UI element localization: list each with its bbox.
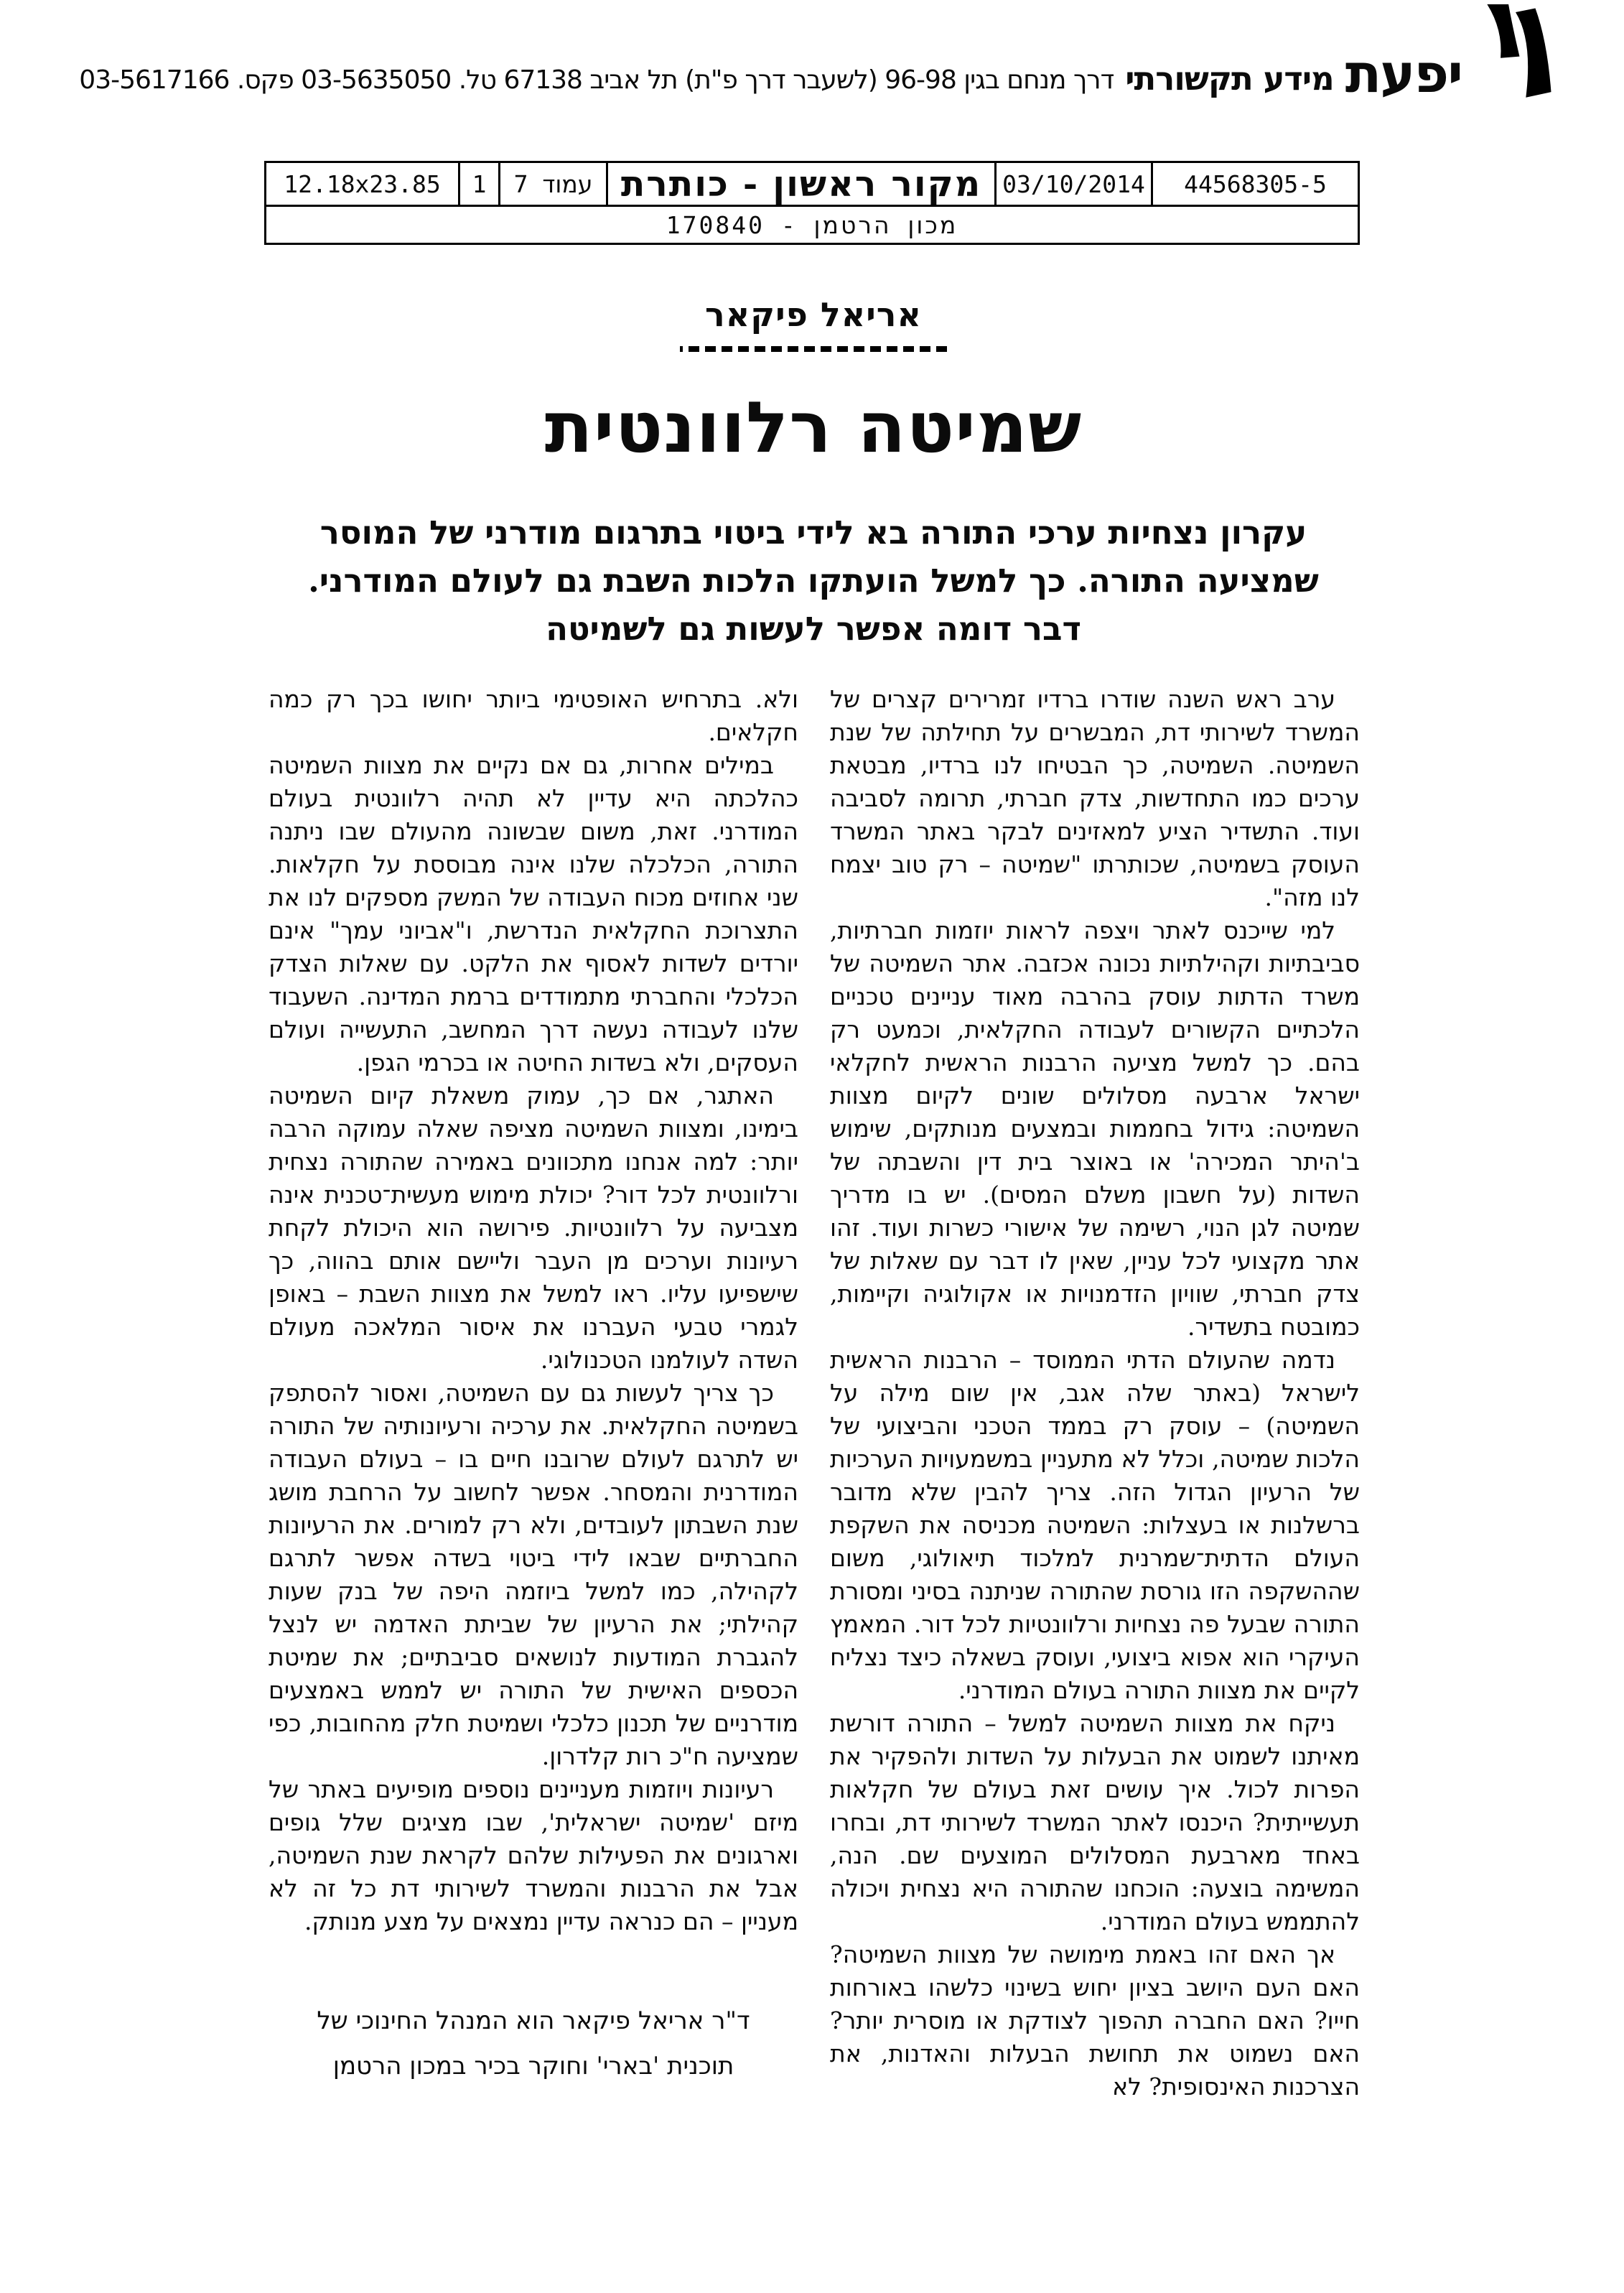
address-line: דרך מנחם בגין 96-98 (לשעבר דרך פ"ת) תל אביב 67138 טל. 03-5635050 פקס. 03-5617166: [79, 65, 1114, 95]
clip-date: 03/10/2014: [994, 163, 1151, 205]
article-title: שמיטה רלוונטית: [544, 386, 1083, 469]
masthead: [43, 4, 1558, 105]
body-paragraph: למי שייכנס לאתר ויצפה לראות יוזמות חברתיות, סביבתיות וקהילתיות נכונה אכזבה. אתר השמיטה של משרד הדתות עוסק בהרבה מאוד עניינים טכניים הלכתיים הקשורים לעבודה החקלאית, וכמעט רק בהם. כך למשל מציעה הרבנות הראשית לחקלאי ישראל ארבעה מסלולים שונים לקיום מצוות השמיטה: גידול בחממות ובמצעים מנותקים, שימוש ב'היתר המכירה' או באוצר בית דין והשבתה של השדות (על חשבון משלם המסים). יש בו מדריך שמיטה לגן הנוי, רשימה של אישורי כשרות ועוד. זהו אתר מקצועי לכל עניין, שאין לו דבר עם שאלות של צדק חברתי, שוויון הזדמנויות או אקולוגיה וקיימות, כמובטח בתשדיר.: [830, 916, 1360, 1341]
body-paragraph: אך האם זהו באמת מימושה של מצוות השמיטה? האם העם היושב בציון יחוש בשינוי כלשהו באורחות חייו? האם החברה תהפוך לצודקת או מוסרית יותר? האם נשמוט את תחושת הבעלות והאדנות, את הצרכנות האינסופית? לא: [830, 1940, 1360, 2101]
author-divider: [680, 346, 947, 352]
brand-name: יפעת: [1345, 42, 1462, 105]
column-left: [269, 683, 798, 2103]
body-paragraph: במילים אחרות, גם אם נקיים את מצוות השמיטה כהלכתה היא עדיין לא תהיה רלוונטית בעולם המודרני. זאת, משום שבשונה מהעולם שבו ניתנה התורה, הכלכלה שלנו אינה מבוססת על חקלאות. שני אחוזים מכוח העבודה של המשק מספקים לנו את התצרוכת החקלאית הנדרשת, ו"אביוני עמך" אינם יורדים לשדות לאסוף את הלקט. עם שאלות הצדק הכלכלי והחברתי מתמודדים ברמת המדינה. השעבוד שלנו לעבודה נעשה דרך המחשב, התעשייה ועולם העסקים, ולא בשדות החיטה או בכרמי הגפן.: [269, 751, 798, 1076]
body-paragraph: ניקח את מצוות השמיטה למשל – התורה דורשת מאיתנו לשמוט את הבעלות על השדות ולהפקיר את הפרות לכול. איך עושים זאת בעולם של חקלאות תעשייתית? היכנסו לאתר המשרד לשירותי דת, ובחרו באחד מארבעת המסלולים המוצעים שם. הנה, המשימה בוצעה: הוכחנו שהתורה היא נצחית ויכולה להתממש בעולם המודרני.: [830, 1709, 1360, 1935]
client-name: מכון הרטמן - 170840: [266, 205, 1358, 243]
body-paragraph: רעיונות ויוזמות מעניינים נוספים מופיעים באתר של מיזם 'שמיטה ישראלית', שבו מציגים שלל גופים וארגונים את הפעילות שלהם לקראת שנת השמיטה, אבל את הרבנות והמשרד לשירותי דת כל זה לא מעניין – הם כנראה עדיין נמצאים על מצע מנותק.: [269, 1775, 798, 1935]
body-paragraph: כך צריך לעשות גם עם השמיטה, ואסור להסתפק בשמיטה החקלאית. את ערכיה ורעיונותיה של התורה יש לתרגם לעולם שרובנו חיים בו – בעולם העבודה המודרנית והמסחר. אפשר לחשוב על הרחבת מושג שנת השבתון לעובדים, ולא רק למורים. את הרעיונות החברתיים שבאו לידי ביטוי בשדה אפשר לתרגם לקהילה, כמו למשל ביוזמה היפה של בנק שעות קהילתי; את הרעיון של שביתת האדמה יש לנצל להגברת המודעות לנושאים סביבתיים; את שמיטת הכספים האישית של התורה יש לממש באמצעים מודרניים של תכנון כלכלי ושמיטת חלק מהחובות, כפי שמציעה ח"כ רות קלדרון.: [269, 1379, 798, 1770]
column-right: [830, 683, 1360, 2103]
article-subtitle: עקרון נצחיות ערכי התורה בא לידי ביטוי בתרגום מודרני של המוסר שמציעה התורה. כך למשל הועתקו הלכות השבת גם לעולם המודרני. דבר דומה אפשר לעשות גם לשמיטה: [308, 513, 1319, 648]
article-body: [267, 683, 1360, 2103]
column-left-paragraphs: [269, 683, 798, 1938]
serial-number: 44568305-5: [1151, 163, 1358, 205]
clip-count: 1: [458, 163, 498, 205]
clipping-info-row: [266, 163, 1358, 205]
clipping-info-table: [264, 161, 1360, 245]
author-name: אריאל פיקאר: [705, 295, 922, 334]
body-paragraph: ולא. בתרחיש האופטימי ביותר יחושו בכך רק כמה חקלאים.: [269, 685, 798, 746]
body-paragraph: האתגר, אם כך, עמוק משאלת קיום השמיטה בימינו, ומצוות השמיטה מציפה שאלה עמוקה הרבה יותר: למה אנחנו מתכוונים באמירה שהתורה נצחית ורלוונטית לכל דור? יכולת מימוש מעשית־טכנית אינה מצביעה על רלוונטיות. פירושה הוא היכולת לקחת רעיונות וערכים מן העבר וליישם אותם בהווה, כך שישפיעו עליו. ראו למשל את מצוות השבת – באופן לגמרי טבעי העברנו את איסור המלאכה מעולם השדה לעולמנו הטכנולוגי.: [269, 1082, 798, 1374]
column-right-paragraphs: [830, 683, 1360, 2103]
brand-tagline: מידע תקשורתי: [1125, 60, 1334, 98]
author-footnote: ד"ר אריאל פיקאר הוא המנהל החינוכי של תוכנית 'בארי' וחוקר בכיר במכון הרטמן: [317, 2006, 750, 2080]
body-paragraph: נדמה שהעולם הדתי הממוסד – הרבנות הראשית לישראל (באתר שלה אגב, אין שום מילה על השמיטה) – עוסק רק בממד הטכני והביצועי של הלכות שמיטה, וכלל לא מתעניין במשמעויות הערכיות של הרעיון הגדול הזה. צריך להבין שלא מדובר ברשלנות או בעצלות: השמיטה מכניסה את השקפת העולם הדתית־שמרנית למלכוד תיאולוגי, משום שההשקפה הזו גורסת שהתורה שניתנה בסיני ומסורת התורה שבעל פה נצחיות ורלוונטיות לכל דור. המאמץ העיקרי הוא אפוא ביצועי, ועוסק בשאלה כיצד נצליח לקיים את מצוות התורה בעולם המודרני.: [830, 1346, 1360, 1704]
page-number: עמוד 7: [498, 163, 606, 205]
yifat-logo-icon: [1473, 4, 1558, 99]
article: [267, 287, 1360, 2103]
clip-size: 12.18x23.85: [284, 169, 441, 198]
source-headline: מקור ראשון - כותרת: [606, 163, 994, 205]
body-paragraph: ערב ראש השנה שודרו ברדיו זמרירים קצרים של המשרד לשירותי דת, המבשרים על תחילתה של שנת השמיטה. השמיטה, כך הבטיחו לנו ברדיו, מבטאת ערכים כמו התחדשות, צדק חברתי, תרומה לסביבה ועוד. התשדיר הציע למאזינים לבקר באתר המשרד העוסק בשמיטה, שכותרתו "שמיטה – רק טוב יצמח לנו מזה".: [830, 685, 1360, 911]
